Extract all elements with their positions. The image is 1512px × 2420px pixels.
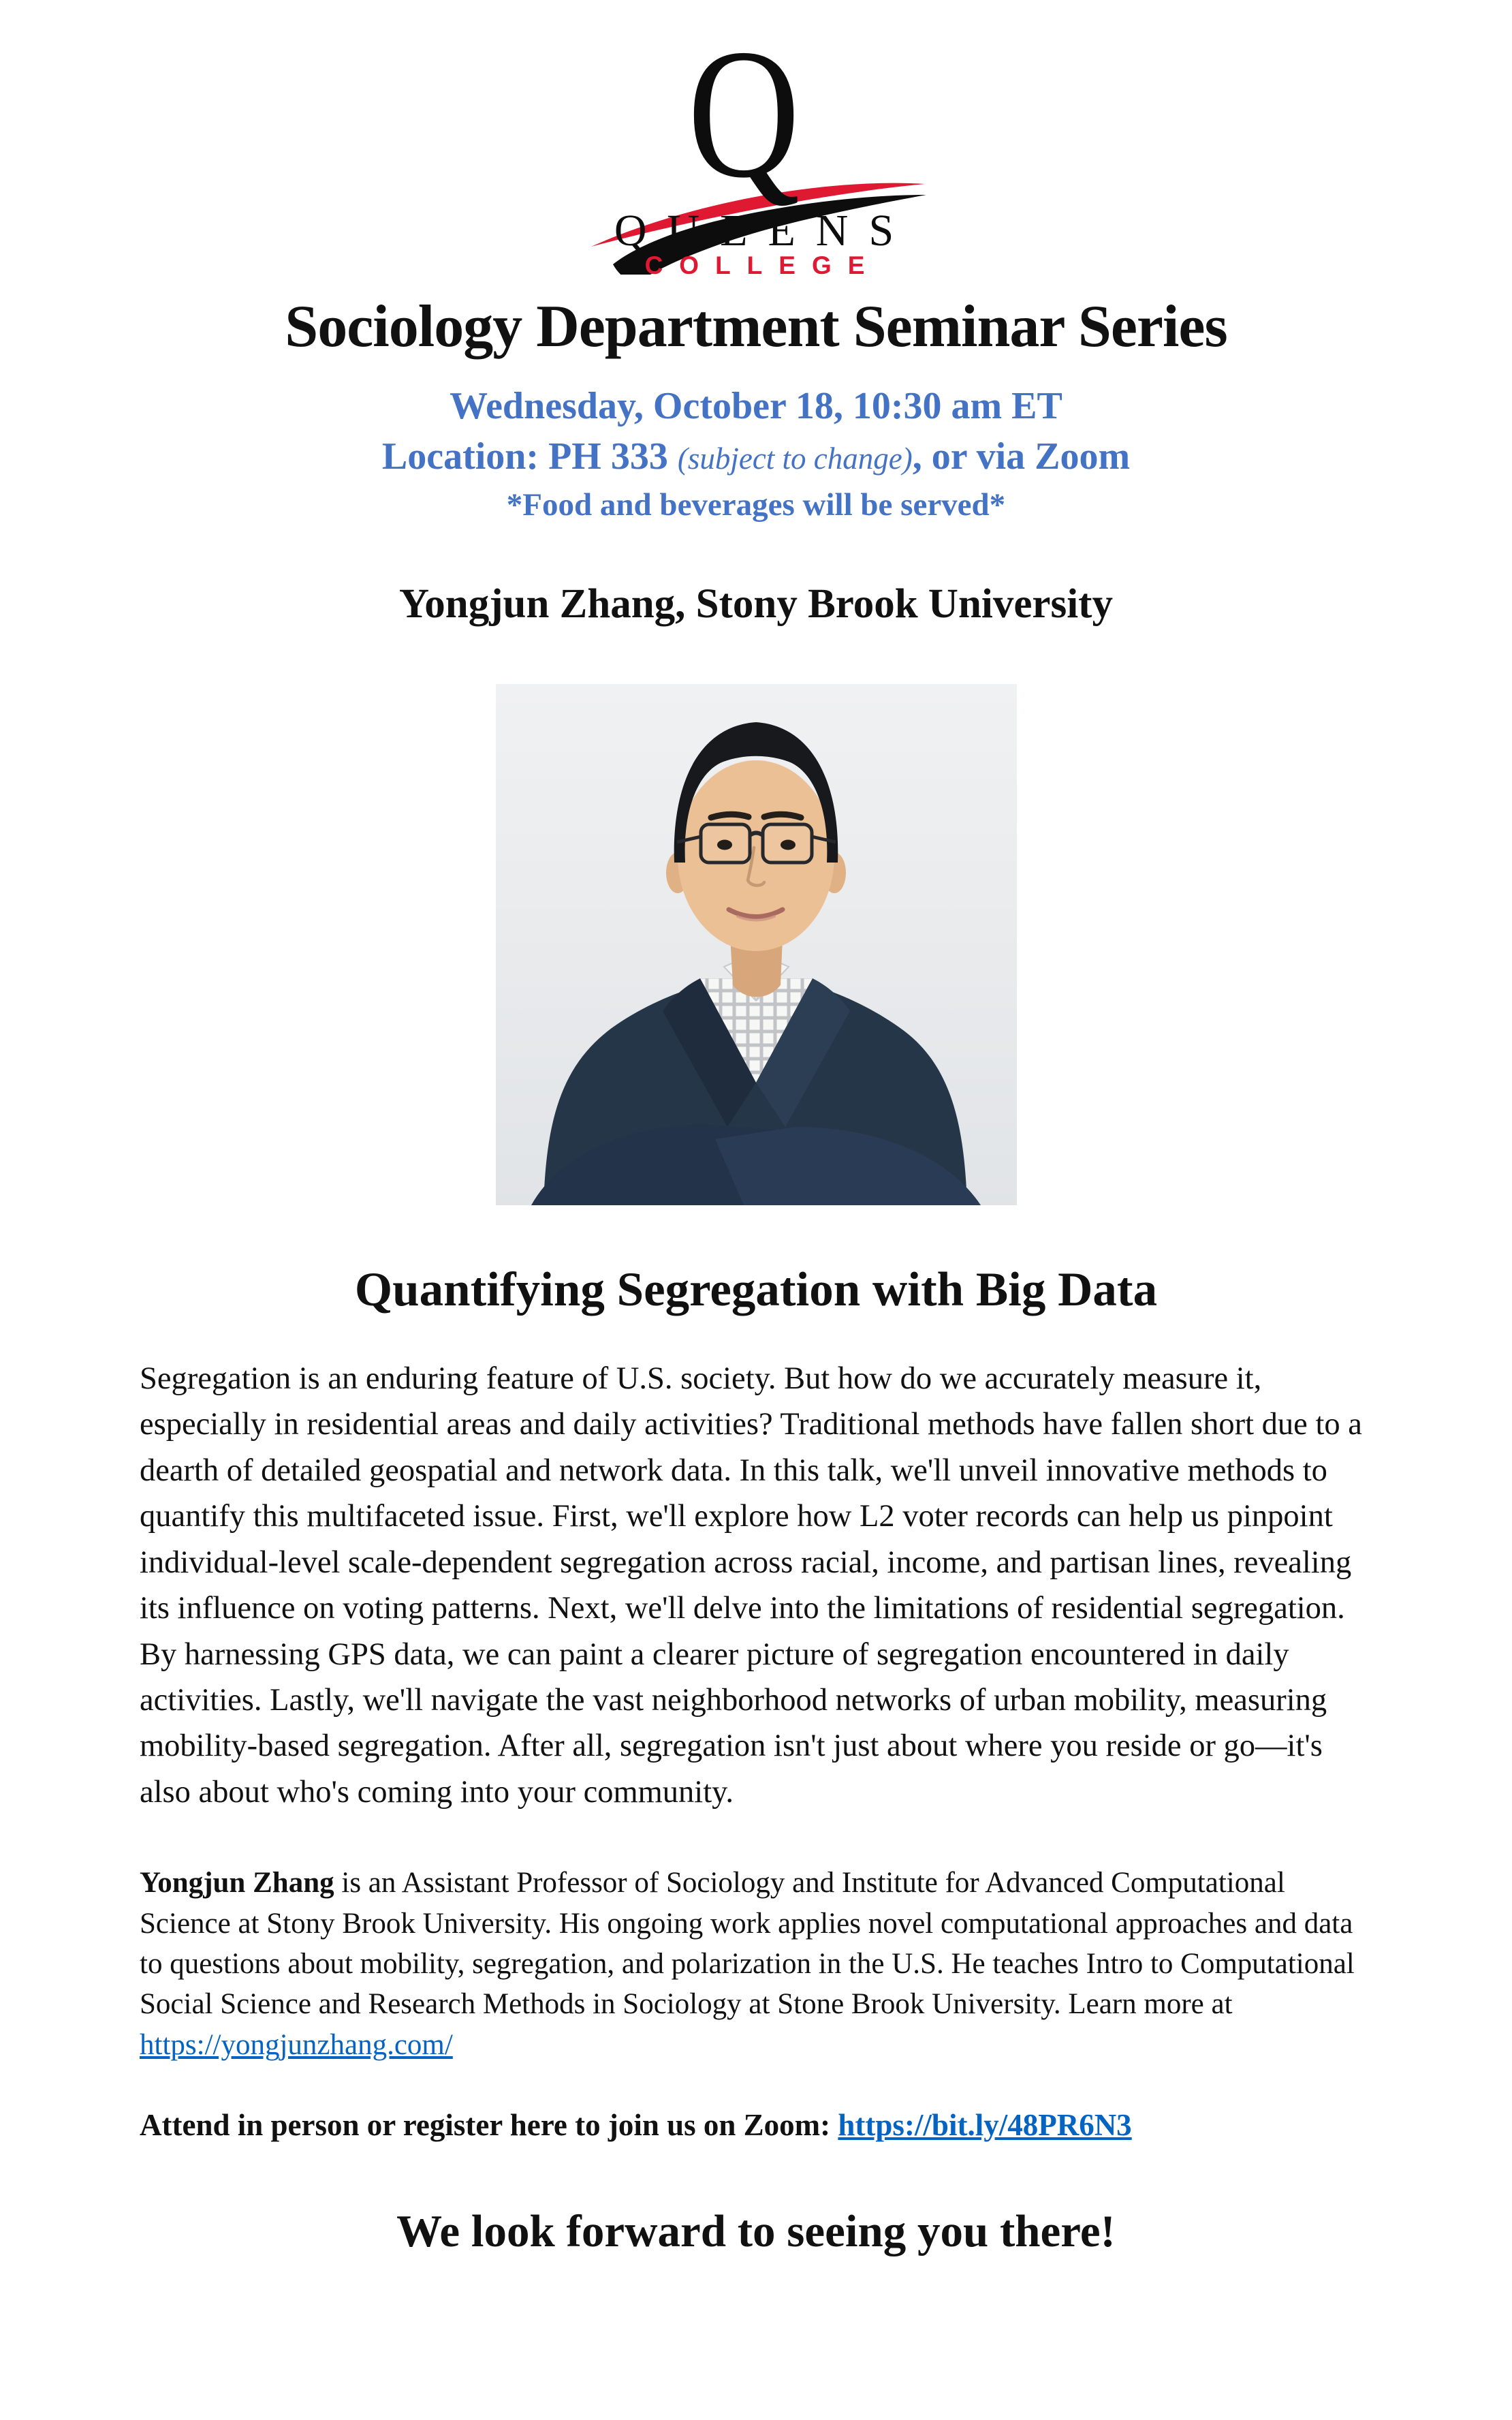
speaker-photo [496,684,1017,1205]
zoom-registration-link[interactable]: https://bit.ly/48PR6N3 [838,2107,1132,2142]
queens-college-logo [572,40,940,275]
location-suffix: , or via Zoom [912,435,1131,478]
location-text: Location: PH 333 [381,435,678,478]
registration-line [140,2107,1372,2143]
logo-wordmark-queens: QUEENS [614,206,915,255]
portrait-eye-right [781,840,796,850]
bio-website-link[interactable]: https://yongjunzhang.com/ [140,2028,453,2061]
talk-abstract: Segregation is an enduring feature of U.S. society. But how do we accurately measure it, especially in residential areas and daily activities? Traditional methods have fallen short due to a dearth of detailed geospatial and network data. In this talk, we'll unveil innovative methods to quantify this multifaceted issue. First, we'll explore how L2 voter records can help us pinpoint individual-level scale-dependent segregation across racial, income, and partisan lines, revealing its influence on voting patterns. Next, we'll delve into the limitations of residential segregation. By harnessing GPS data, we can paint a clearer picture of segregation encountered in daily activities. Lastly, we'll navigate the vast neighborhood networks of urban mobility, measuring mobility-based segregation. After all, segregation isn't just about where you reside or go—it's also about who's coming into your community. [140,1361,1362,1810]
event-datetime: Wednesday, October 18, 10:30 am ET [450,385,1062,427]
portrait-eye-left [717,840,732,850]
closing-line: We look forward to seeing you there! [396,2205,1116,2256]
event-location [382,435,1130,478]
speaker-bio [140,1863,1372,2065]
page-title: Sociology Department Seminar Series [285,294,1227,360]
location-note: (subject to change) [677,441,913,476]
bio-text: is an Assistant Professor of Sociology and Institute for Advanced Computational Science at Stony Brook University. His ongoing work applies novel computational approaches and data to questions about mobility, segregation, and polarization in the U.S. He teaches Intro to Computational Social Science and Research Methods in Sociology at Stone Brook University. Learn more at [140,1867,1355,2021]
logo-q-monogram: Q [687,40,800,217]
food-note: *Food and beverages will be served* [506,487,1006,523]
registration-text: Attend in person or register here to join us on Zoom: [140,2107,838,2142]
talk-title: Quantifying Segregation with Big Data [354,1263,1158,1316]
speaker-name: Yongjun Zhang, Stony Brook University [399,581,1113,627]
bio-speaker-name: Yongjun Zhang [140,1867,334,1899]
logo-wordmark-college: COLLEGE [644,251,881,275]
